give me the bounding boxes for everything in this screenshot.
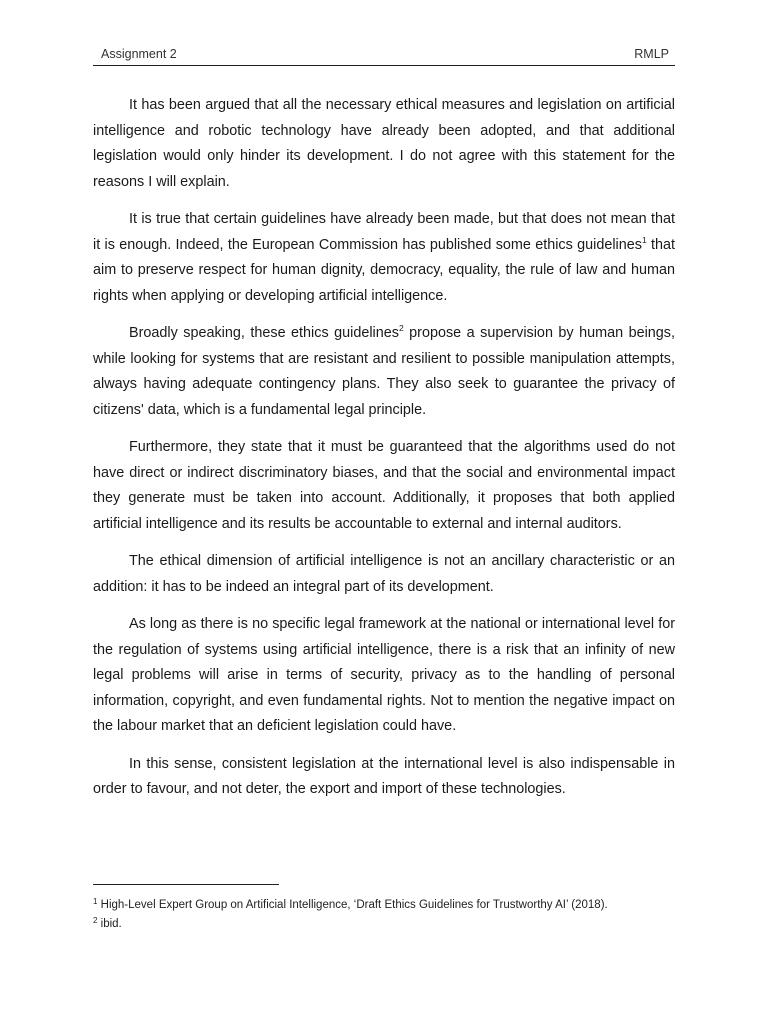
- footnote-separator: [93, 884, 279, 885]
- paragraph-text: The ethical dimension of artificial intelligence is not an ancillary characteristic or an addition: it has to be indeed an integral part of its development.: [93, 553, 675, 595]
- paragraph-6: [93, 612, 675, 740]
- footnotes: [93, 896, 693, 934]
- footnote-mark: 1: [93, 897, 98, 906]
- footnote-text: ibid.: [97, 918, 122, 930]
- page-header: [93, 44, 675, 66]
- paragraph-3: [93, 321, 675, 423]
- document-body: [93, 93, 675, 815]
- footnote-1: [93, 896, 693, 915]
- paragraph-5: [93, 549, 675, 600]
- footnote-reference-2: 2: [398, 323, 404, 333]
- paragraph-2: [93, 207, 675, 309]
- paragraph-text: that aim to preserve respect for human dignity, democracy, equality, the rule of law and human rights when applying or developing artificial intelligence.: [93, 236, 675, 304]
- paragraph-text: As long as there is no specific legal framework at the national or international level for the regulation of systems using artificial intelligence, there is a risk that an infinity of new legal problems will arise in terms of security, privacy as to the handling of personal information, copyright, and even fundamental rights. Not to mention the negative impact on the labour market that an deficient legislation could have.: [93, 616, 675, 734]
- paragraph-1: [93, 93, 675, 195]
- paragraph-text: Furthermore, they state that it must be guaranteed that the algorithms used do not have direct or indirect discriminatory biases, and that the social and environmental impact they generate must be taken into account. Additionally, it proposes that both applied artificial intelligence and its results be accountable to external and internal auditors.: [93, 439, 675, 532]
- paragraph-text: Broadly speaking, these ethics guidelines: [129, 325, 399, 341]
- paragraph-text: In this sense, consistent legislation at the international level is also indispensable in order to favour, and not deter, the export and import of these technologies.: [93, 755, 675, 797]
- paragraph-text: It is true that certain guidelines have already been made, but that does not mean that it is enough. Indeed, the European Commission has published some ethics guidelines: [93, 211, 675, 253]
- footnote-2: [93, 915, 693, 934]
- paragraph-4: [93, 435, 675, 537]
- footnote-mark: 2: [93, 916, 98, 925]
- paragraph-7: [93, 752, 675, 803]
- header-course-code: RMLP: [634, 47, 669, 61]
- header-assignment-title: Assignment 2: [101, 47, 177, 61]
- paragraph-text: propose a supervision by human beings, while looking for systems that are resistant and resilient to possible manipulation attempts, always having adequate contingency plans. They also seek to guarantee the privacy of citizens' data, which is a fundamental legal principle.: [93, 325, 676, 418]
- footnote-text: High-Level Expert Group on Artificial Intelligence, ‘Draft Ethics Guidelines for Trustworthy AI’ (2018).: [97, 899, 608, 911]
- footnote-reference-1: 1: [641, 234, 647, 245]
- paragraph-text: It has been argued that all the necessary ethical measures and legislation on artificial intelligence and robotic technology have already been adopted, and that additional legislation would only hinder its development. I do not agree with this statement for the reasons I will explain.: [93, 97, 675, 190]
